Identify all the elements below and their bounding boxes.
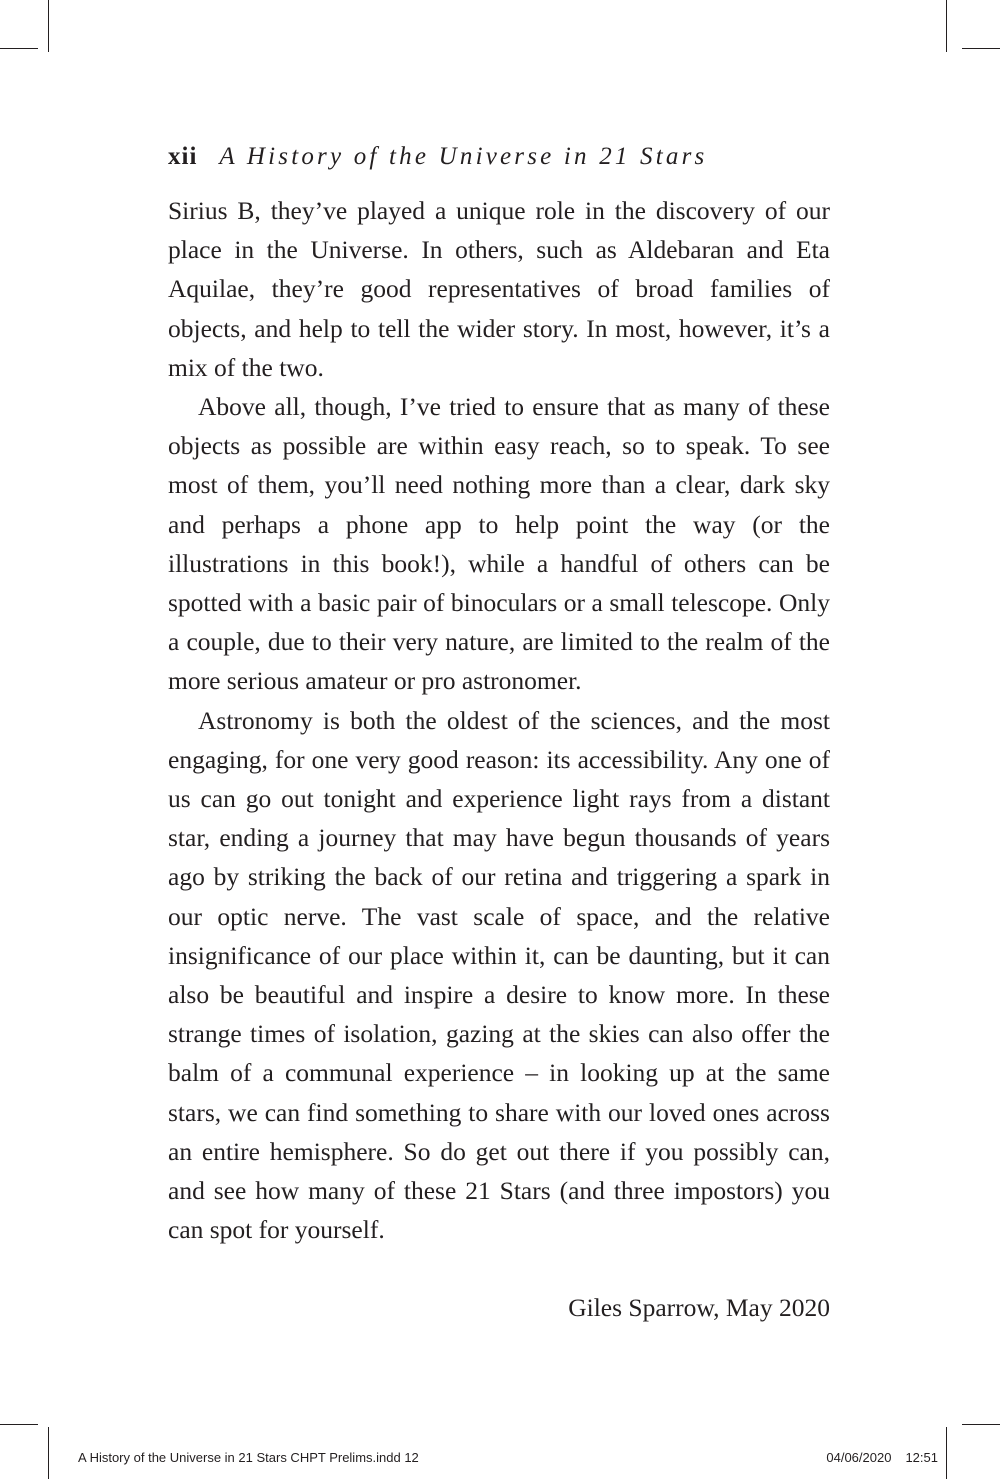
- paragraph: Astronomy is both the oldest of the sciences, and the most engaging, for one very good reason: its accessibility. Any one of us can go out tonight and experience light rays from a distant star, ending a journey that may have begun thousands of years ago by striking the back of our retina and triggering a spark in our optic nerve. The vast scale of space, and the relative insignificance of our place within it, can be daunting, but it can also be beautiful and inspire a desire to know more. In these strange times of isolation, gazing at the skies can also offer the balm of a communal experience – in looking up at the same stars, we can find something to share with our loved ones across an entire hemisphere. So do get out there if you possibly can, and see how many of these 21 Stars (and three impostors) you can spot for yourself.: [168, 705, 830, 1245]
- crop-mark-top-right: [962, 48, 1000, 49]
- crop-mark-bottom-left: [0, 1424, 38, 1425]
- running-head: [168, 140, 868, 174]
- book-title: A History of the Universe in 21 Stars: [219, 143, 708, 170]
- slug-timestamp: [826, 1448, 938, 1468]
- body-text: [168, 191, 830, 1249]
- crop-mark-top-right: [946, 0, 947, 52]
- crop-mark-bottom-right: [946, 1427, 947, 1479]
- slug-filename: A History of the Universe in 21 Stars CHPT Prelims.indd 12: [78, 1450, 419, 1465]
- crop-mark-top-left: [0, 48, 38, 49]
- crop-mark-top-left: [48, 0, 49, 52]
- crop-mark-bottom-left: [48, 1427, 49, 1479]
- slug-date: 04/06/2020: [826, 1450, 892, 1465]
- paragraph: Above all, though, I’ve tried to ensure that as many of these objects as possible are within easy reach, so to speak. To see most of them, you’ll need nothing more than a clear, dark sky and perhaps a phone app to help point the way (or the illustrations in this book!), while a handful of others can be spotted with a basic pair of binoculars or a small telescope. Only a couple, due to their very nature, are limited to the realm of the more serious amateur or pro astronomer.: [168, 392, 830, 696]
- page-number: xii: [168, 143, 198, 170]
- slug-time: 12:51: [905, 1450, 938, 1465]
- crop-mark-bottom-right: [962, 1424, 1000, 1425]
- paragraph: Sirius B, they’ve played a unique role in the discovery of our place in the Universe. In others, such as Aldebaran and Eta Aquilae, they’re good representatives of broad families of objects, and help to tell the wider story. In most, however, it’s a mix of the two.: [168, 196, 830, 382]
- author-signature: Giles Sparrow, May 2020: [568, 1293, 830, 1322]
